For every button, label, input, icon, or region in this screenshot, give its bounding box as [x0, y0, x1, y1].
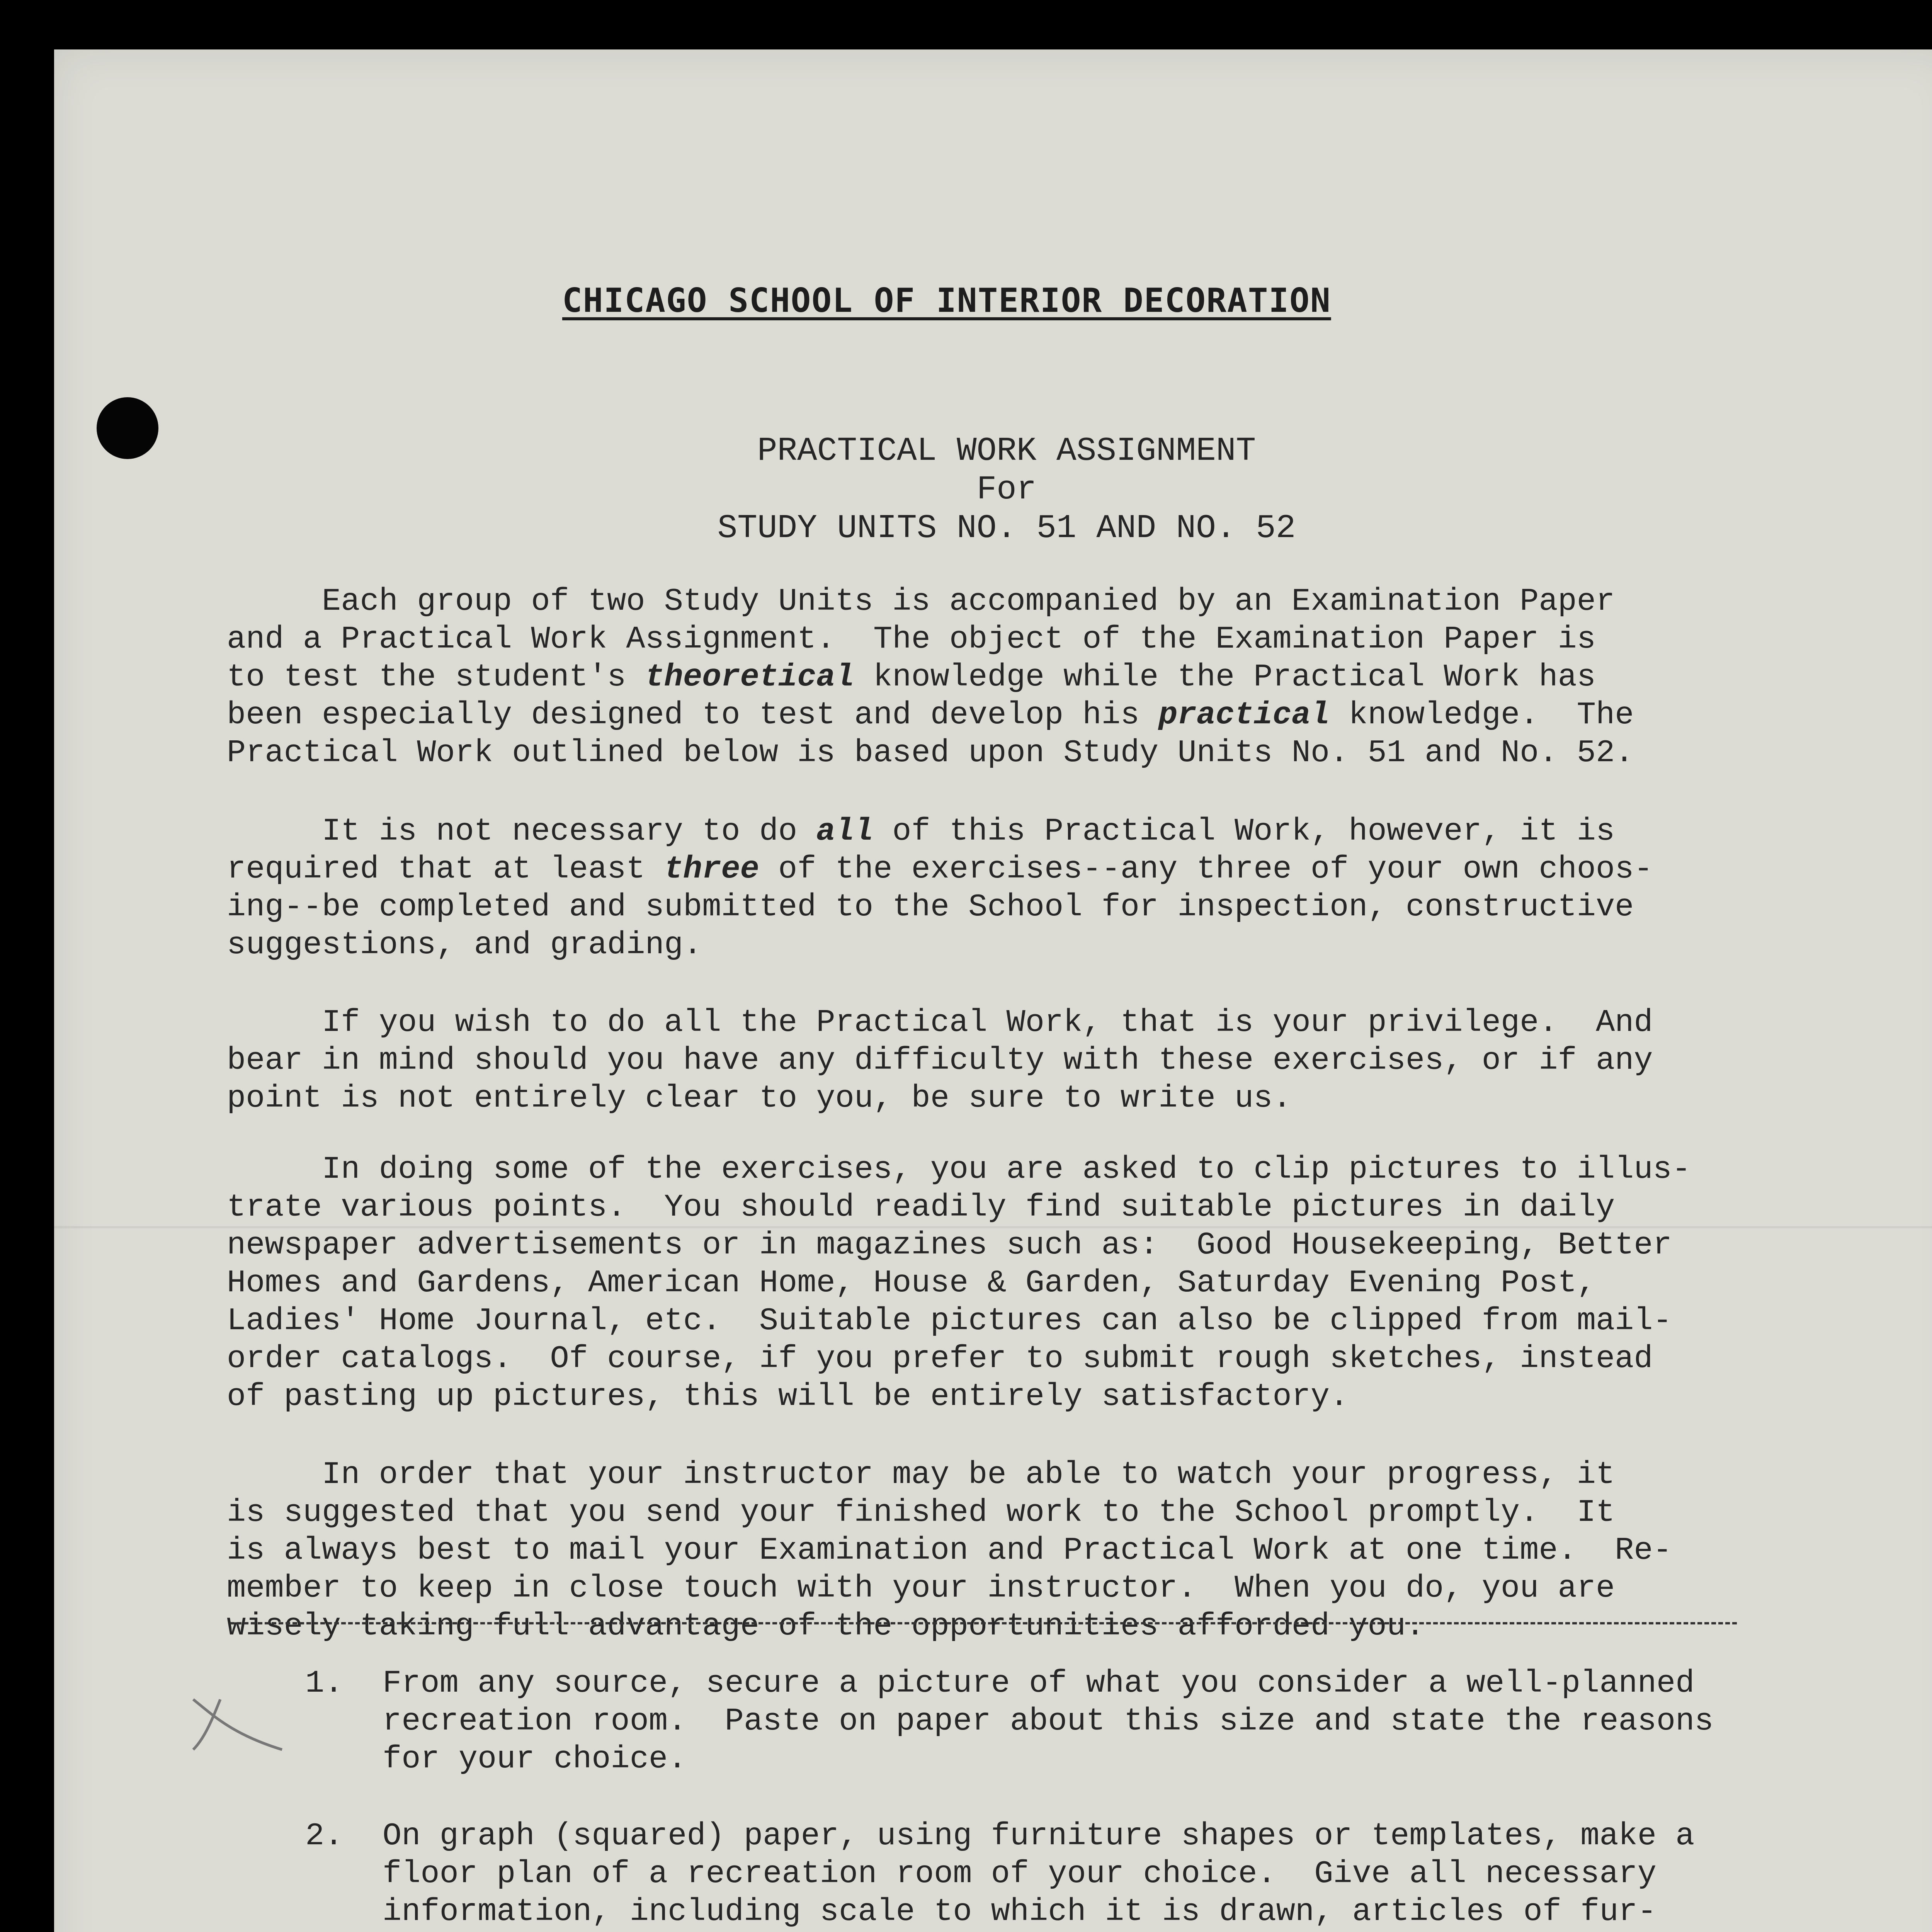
exercise-number: 1. [305, 1665, 344, 1701]
intro-paragraph: Each group of two Study Units is accompanied by an Examination Paper and a Practical Work Assignment. The object of the Examination Paper is to test the student's theoretical knowledge while the Practical Work has been especially designed to test and develop his practical knowledge. The Practical Work outlined below is based upon Study Units No. 51 and No. 52. [227, 583, 1634, 771]
assignment-for: For [976, 471, 1037, 509]
exercise-text: From any source, secure a picture of what you consider a well-planned recreation room. Paste on paper about this size and state the reasons for your choice. [383, 1665, 1714, 1777]
assignment-heading: PRACTICAL WORK ASSIGNMENT [757, 432, 1256, 470]
study-units-heading: STUDY UNITS NO. 51 AND NO. 52 [717, 509, 1296, 547]
document-page [54, 49, 1932, 1932]
pictures-paragraph: In doing some of the exercises, you are asked to clip pictures to illus- trate various points. You should readily find suitable pictures in daily newspaper advertisements or in magazines such as: Good Housekeeping, Better Homes and Gardens, American Home, House & Garden, Saturday Evening Post, Ladies' Home Journal, etc. Suitable pictures can also be clipped from mail- order catalogs. Of course, if you prefer to submit rough sketches, instead of pasting up pictures, this will be entirely satisfactory. [227, 1151, 1691, 1415]
emphasis-three: three [664, 851, 759, 887]
progress-paragraph: In order that your instructor may be able to watch your progress, it is suggested that you send your finished work to the School promptly. It is always best to mail your Examination and Practical Work at one time. Re- member to keep in close touch with your instructor. When you do, you are wisely taking full advantage of the opportunities afforded you. [227, 1457, 1672, 1644]
dashed-divider [230, 1622, 1737, 1624]
exercise-text: On graph (squared) paper, using furniture shapes or templates, make a floor plan of a recreation room of your choice. Give all necessary information, including scale to which it is drawn, articles of fur- [383, 1818, 1695, 1930]
requirement-paragraph: It is not necessary to do all of this Practical Work, however, it is required that at least three of the exercises--any three of your own choos- ing--be completed and submitted to the School for inspection, constructive suggestions, and grading. [227, 813, 1653, 963]
privilege-paragraph: If you wish to do all the Practical Work, that is your privilege. And bear in mind should you have any difficulty with these exercises, or if any point is not entirely clear to you, be sure to write us. [227, 1005, 1653, 1116]
exercise-number: 2. [305, 1818, 344, 1854]
school-title: CHICAGO SCHOOL OF INTERIOR DECORATION [562, 281, 1331, 320]
emphasis-theoretical: theoretical [645, 659, 854, 695]
emphasis-all: all [816, 813, 874, 849]
handwritten-x-mark [185, 1692, 286, 1753]
emphasis-practical: practical [1158, 697, 1330, 733]
